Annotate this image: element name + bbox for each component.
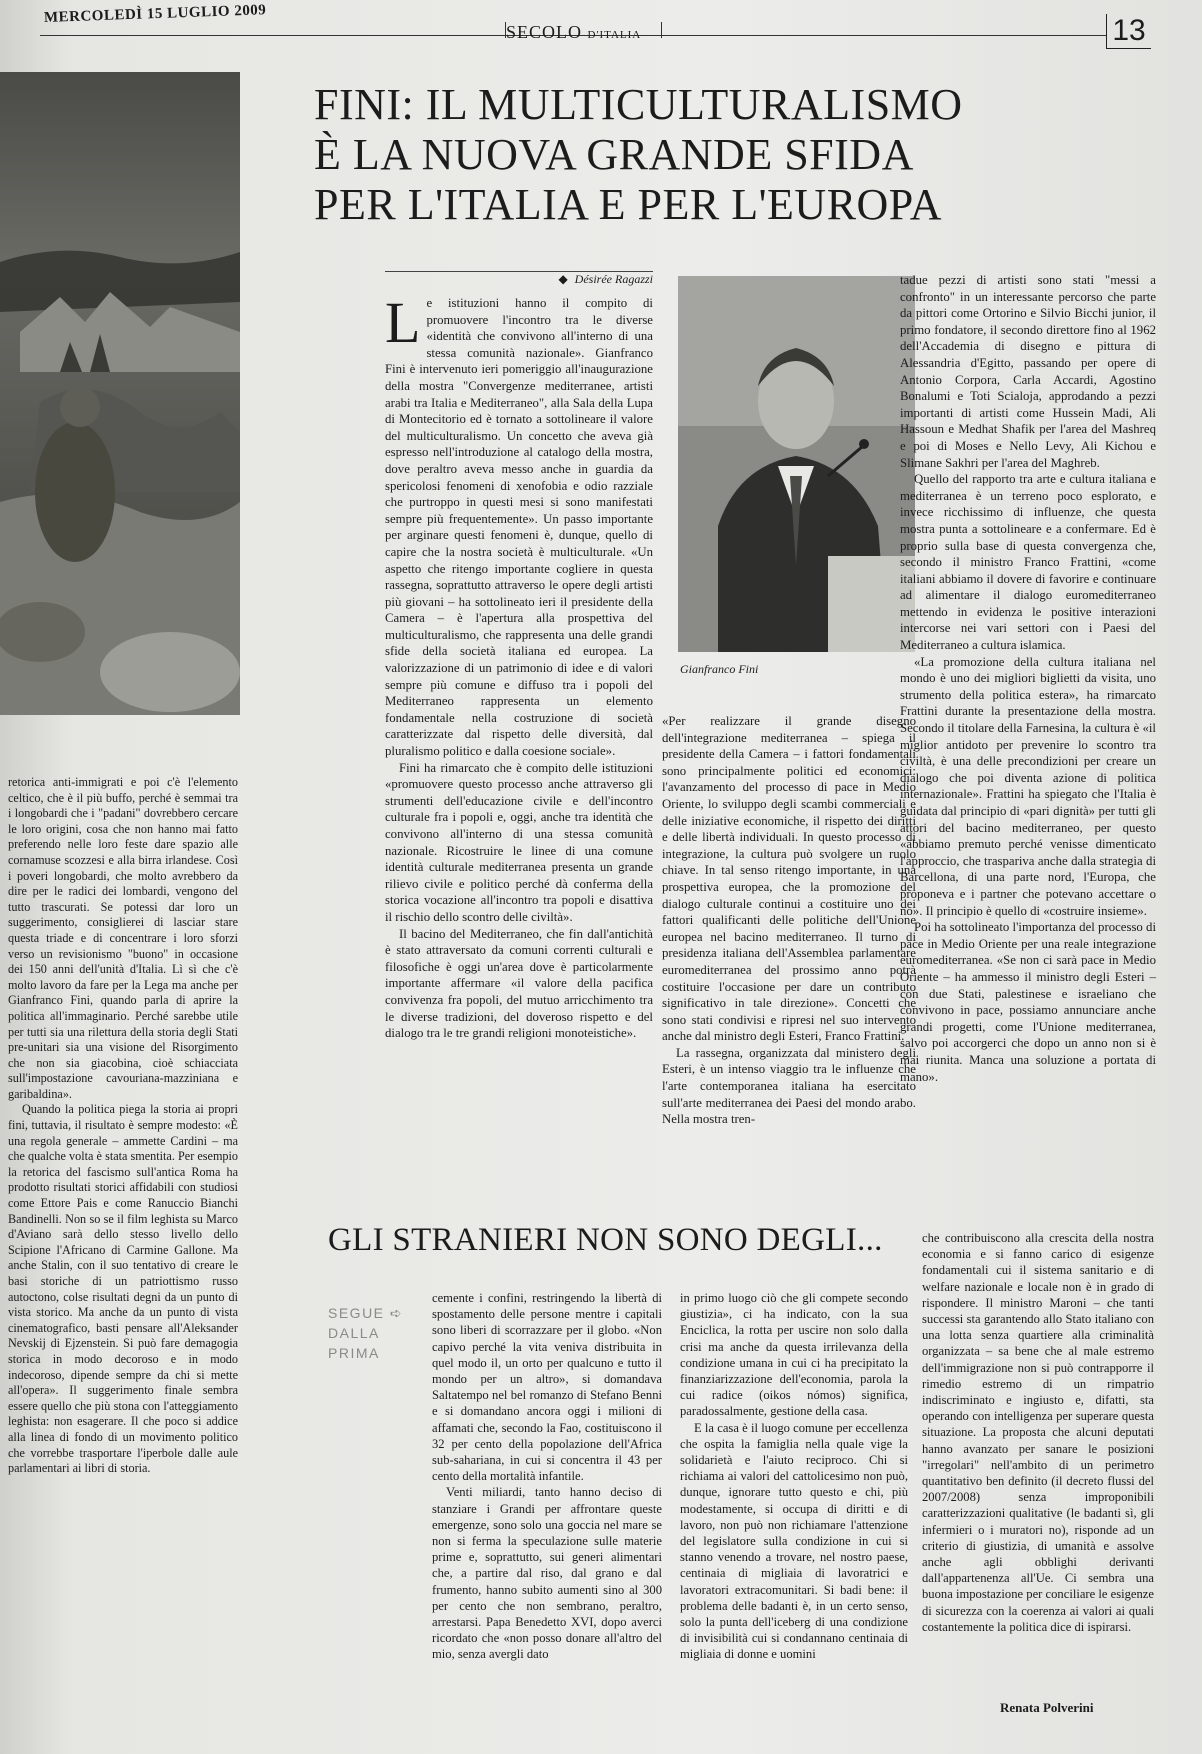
paragraph: cemente i confini, restringendo la libertà di spostamento delle persone mentre i capitali sono liberi di scorrazzare per il globo. «Non capivo perché la vita veniva distribuita in quel modo il, un orto per qualcuno e tutto il mondo per un altro», si domandava Saltatempo nel bel romanzo di Stefano Benni e si domandano ancora oggi i milioni di affamati che, secondo la Fao, costituiscono il 32 per cento della popolazione dell'Africa sub-sahariana, in cui si concentra il 43 per cento della mortalità infantile.: [432, 1291, 662, 1484]
segue-line: SEGUE ➪: [328, 1305, 404, 1321]
article-column-1: [385, 290, 653, 1042]
paragraph: che contribuiscono alla crescita della nostra economia e si fanno carico di esigenze fondamentali cui il sistema sanitario e di welfare nazionale e locale non è in grado di rispondere. Il ministro Maroni – che tanti successi sta garantendo allo Stato italiano con una lotta senza quartiere alla criminalità organizzata – sa bene che al male estremo dell'immigrazione non si può contrapporre il rimedio estremo di un rimpatrio indiscriminato e ingiusto e, difatti, sta operando con intelligenza per superare questa situazione. La proposta che alcuni deputati hanno avanzato per sanare le posizioni "irregolari" nell'ambito di un perimetro quantitativo ben definito (il decreto flussi del 2007/2008) senza improponibili caratterizzazioni qualitative (le badanti sì, gli infermieri o i muratori no), risponde ad un criterio di giustizia, di umanità e assolve anche agli obblighi derivanti dall'appartenenza all'Ue. Ci sembra una buona impostazione per conciliare le esigenze di sicurezza con la coerenza ai valori ai quali costantemente la politica dice di ispirarsi.: [922, 1231, 1154, 1634]
arrow-right-icon: ➪: [389, 1305, 404, 1321]
paragraph: Quando la politica piega la storia ai propri fini, tuttavia, il risultato è sempre modesto: «È una regola generale – ammette Cardini – ma che qualche volta è stata smentita. Per esempio la retorica del fascismo sull'antica Roma ha prodotto risultati storici affidabili con studiosi come Ettore Pais e come Ranuccio Bianchi Bandinelli. Non so se il film leghista su Marco d'Aviano sarà dello stesso livello dello Scipione l'Africano di Carmine Gallone. Ma anche Stalin, con il suo tentativo di creare le basi storiche di un patriottismo russo autoctono, colse risultati degni da un punto di vista storico. Ma anche da un punto di vista cinematografico, basti pensare all'Aleksander Nevskij di Ejzenstein. Si può fare demagogia storica in modo decoroso e in modo indecoroso, dipende sempre da chi si mette all'opera». Il suggerimento finale sembra essere quello che più stona con l'atteggiamento leghista: non esagerare. Il che poco si addice alla linea di fondo di un movimento politico che vorrebbe trasportare l'iperbole dalle aule parlamentari ai libri di storia.: [8, 1102, 238, 1476]
segue-dalla-prima: [328, 1303, 422, 1363]
photo-gianfranco-fini: [678, 276, 915, 652]
speaker-photo-illustration: [678, 276, 915, 652]
headline-line: È LA NUOVA GRANDE SFIDA: [314, 130, 914, 179]
paragraph: «La promozione della cultura italiana nel mondo è uno dei migliori biglietti da visita, uno strumento della politica estera», ha rimarcato Frattini durante la presentazione della mostra. Secondo il titolare della Farnesina, la cultura è «il miglior antidoto per prevenire lo scontro tra civiltà, è una delle precondizioni per creare un dialogo che poi diventa azione di politica internazionale». Frattini ha spiegato che l'Italia è guidata dal principio di «pari dignità» per tutti gli attori del bacino mediterraneo, per questo «abbiamo premuto perché venisse dimenticato l'approccio, che traspariva anche dalla strategia di Barcellona, di una parte nord, l'Europa, che proponeva e i partner che potevano accettare o no». Il principio è quello di «costruire insieme».: [900, 654, 1156, 918]
second-article-author: Renata Polverini: [1000, 1700, 1094, 1715]
issue-date: MERCOLEDÌ 15 LUGLIO 2009: [43, 2, 267, 26]
artwork-illustration: [0, 72, 240, 715]
paragraph: La rassegna, organizzata dal ministero degli Esteri, è un intenso viaggio tra le influenze che l'arte contemporanea italiana ha esercitato sull'arte mediterranea dei Paesi del mondo arabo. Nella mostra tren-: [662, 1045, 916, 1127]
paragraph: Fini ha rimarcato che è compito delle istituzioni «promuovere questo processo anche attraverso gli strumenti dell'educazione civile e dell'incontro culturale fra i popoli e, oggi, anche tra identità che convivono all'interno di una stessa comunità nazionale. Ricostruire le linee di una comune identità culturale mediterranea presenta un grande rilievo civile e politico perché dà conferma della storica vocazione all'incontro tra popoli e disattiva il rischio dello scontro delle civiltà».: [385, 760, 653, 924]
paragraph: retorica anti-immigrati e poi c'è l'elemento celtico, che è il più buffo, perché è semmai tra i longobardi che i "padani" dovrebbero cercare le loro origini, cosa che non hanno mai fatto preferendo nelle loro feste dare spazio alle cornamuse scozzesi e alla birra irlandese. Così i poveri longobardi, che molto avrebbero da dire per le radici dei lombardi, vengono del tutto trascurati. Se potessi dar loro un suggerimento, consiglierei di lasciar stare questa triade e di concentrare i loro sforzi verso un revisionismo "buono" in occasione dei 150 anni dell'unità d'Italia. Lì sì che c'è molto lavoro da fare per la Lega ma anche per Gianfranco Fini, quando parla di aprire la politica all'immaginario. Perché sarebbe utile per tutti sia una rilettura della storia degli Stati pre-unitari sia una visione del Risorgimento che non sia giacobina, cioè schiacciata sull'impostazione cavouriana-mazziniana e garibaldina».: [8, 775, 238, 1101]
byline: ◆ Désirée Ragazzi: [385, 271, 653, 287]
second-article-column-1: [432, 1290, 662, 1663]
headline-line: PER L'ITALIA E PER L'EUROPA: [314, 180, 943, 229]
second-article-column-2: [680, 1290, 908, 1663]
paragraph: Il bacino del Mediterraneo, che fin dall'antichità è stato attraversato da comuni correnti culturali e filosofiche è oggi un'area dove è particolarmente importante affermare «il valore della pacifica convivenza fra popoli, del mutuo arricchimento tra le diverse tradizioni, del doveroso rispetto e del dialogo tra le tre grandi religioni monoteistiche».: [385, 926, 653, 1041]
paragraph: Quello del rapporto tra arte e cultura italiana e mediterranea è un terreno poco esplorato, e invece ricchissimo di influenze, che questa mostra punta a sottolineare e a confermare. Ed è proprio sulla base di questa convergenza che, secondo il ministro Franco Frattini, «come italiani abbiamo il dovere di favorire e continuare ad alimentare il dialogo euromediterraneo mettendo in evidenza le positive interazioni intercorse nei vari settori con i Paesi del Mediterraneo a cultura islamica.: [900, 472, 1156, 653]
drop-cap: L: [385, 290, 421, 355]
masthead-bracket-right: [661, 22, 662, 38]
segue-line: DALLA: [328, 1325, 380, 1341]
masthead-name: SECOLO: [506, 22, 583, 42]
headline-line: FINI: IL MULTICULTURALISMO: [314, 80, 963, 129]
second-article-headline: GLI STRANIERI NON SONO DEGLI...: [328, 1222, 883, 1258]
artwork-image: [0, 72, 240, 715]
article-column-2: [662, 713, 916, 1128]
byline-author: Désirée Ragazzi: [571, 272, 653, 286]
article-column-3: [900, 272, 1156, 1085]
paragraph: «Per realizzare il grande disegno dell'integrazione mediterranea – spiega il presidente della Camera – i fattori fondamentali sono principalmente politici ed economici: l'avanzamento del processo di pace in Medio Oriente, lo sviluppo degli scambi commerciali e delle iniziative economiche, il rispetto dei diritti e delle libertà individuali. In questo processo di integrazione, la cultura può svolgere un ruolo chiave. In tal senso ritengo importante, in una prospettiva europea, che la promozione del dialogo culturale continui a costituire uno dei fattori qualificanti delle politiche dell'Unione europea nel bacino mediterraneo. Il turno di presidenza italiana dell'Assemblea parlamentare euromediterranea del prossimo anno potrà costituire l'occasione per dare un contributo significativo in tale direzione». Concetti che sono stati condivisi e ripresi nel suo intervento anche dal ministro degli Esteri, Franco Frattini.: [662, 714, 916, 1044]
page-number: 13: [1106, 14, 1151, 49]
segue-line: PRIMA: [328, 1345, 380, 1361]
paragraph: [385, 290, 653, 760]
second-article-column-3: [922, 1230, 1154, 1635]
paragraph: E la casa è il luogo comune per eccellenza che ospita la famiglia nella quale vige la solidarietà e l'aiuto reciproco. Chi si richiama ai valori del cattolicesimo non può, dunque, ignorare tutto questo e chi, più modestamente, si occupa di diritti e di lavoro, non può non richiamare l'attenzione del legislatore sulla condizione in cui si stanno venendo a trovare, nel nostro paese, centinaia di migliaia di lavoratrici e lavoratori extracomunitari. Si badi bene: il problema delle badanti è, in un certo senso, solo la punta dell'iceberg di una condizione di invisibilità cui si condannano centinaia di migliaia di donne e uomini: [680, 1420, 908, 1662]
photo-caption: Gianfranco Fini: [680, 662, 759, 676]
article-headline: [314, 80, 1174, 230]
masthead: [506, 22, 641, 43]
paragraph: Venti miliardi, tanto hanno deciso di stanziare i Grandi per affrontare queste emergenze, sono solo una goccia nel mare se non si ferma la speculazione sulle materie prime e, soprattutto, sui generi alimentari che, a partire dal riso, dal grano e dal frumento, hanno subito aumenti sino al 300 per cento che non sembrano, peraltro, arrestarsi. Papa Benedetto XVI, dopo averci ricordato che «non posso donare all'altro del mio, senza avergli dato: [432, 1485, 662, 1662]
paragraph-text: e istituzioni hanno il compito di promuovere l'incontro tra le diverse «identità che convivono all'interno di una stessa comunità nazionale». Gianfranco Fini è intervenuto ieri pomeriggio all'inaugurazione della mostra "Convergenze mediterranee, artisti arabi tra Italia e Mediterraneo", alla Sala della Lupa di Montecitorio ed è tornato a sottolineare il valore del multiculturalismo. Un concetto che aveva già espresso nell'introduzione al catalogo della mostra, dove peraltro aveva messo anche in guardia da spericolosi fenomeni di xenofobia e odio razziale che purtroppo in questi mesi si sono manifestati sempre più frequentemente». Un passo importante per arginare questi fenomeni è, dunque, quello di capire che la nostra società è multiculturale. «Un aspetto che ritengo importante cogliere in questa rassegna, soprattutto attraverso le opere degli artisti più giovani – ha sottolineato ieri il presidente della Camera – è l'apertura alla prospettiva del multiculturalismo, che rappresenta una delle grandi sfide della società italiana ed europea. La valorizzazione di un patrimonio di idee e di valori sempre più comune e diffuso tra i popoli del Mediterraneo rappresenta un elemento fondamentale nella costruzione di società caratterizzate dal rispetto delle diversità, dal pluralismo politico e dalla coesione sociale».: [385, 296, 653, 759]
paragraph: Poi ha sottolineato l'importanza del processo di pace in Medio Oriente per una reale integrazione euromediterranea. «Se non ci sarà pace in Medio Oriente – ha ammesso il ministro degli Esteri – con due Stati, palestinese e israeliano che convivono in pace, possiamo annunciare anche grandi progetti, come l'Unione mediterranea, salvo poi accorgerci che dopo un anno non si è mai riunita. Manca una soluzione a portata di mano».: [900, 920, 1156, 1084]
continuation-column: [8, 775, 238, 1477]
masthead-suffix: D'ITALIA: [587, 29, 642, 41]
paragraph: tadue pezzi di artisti sono stati "messi a confronto" in un interessante percorso che parte da pittori come Ortorino e Silvio Bicchi junior, il primo fondatore, il secondo direttore fino al 1962 dell'Accademia di disegno e pittura di Alessandria d'Egitto, passando per opere di Antonio Corpora, Carla Accardi, Agostino Bonalumi e Toti Scialoja, approdando a pezzi importanti di artisti come Hussein Madi, Ali Hassoun e Medhat Shafik per l'area del Mashreq e poi di Moses e Nello Levy, Ali Kichou e Slimane Sakhri per l'area del Maghreb.: [900, 273, 1156, 470]
paragraph: in primo luogo ciò che gli compete secondo giustizia», ci ha indicato, con la sua Enciclica, la rotta per uscire non solo dalla crisi ma anche da questa irrilevanza della condizione umana in cui ci ha precipitato la finanziarizzazione dell'economia, parola la cui radice (oikos nómos) significa, paradossalmente, gestione della casa.: [680, 1291, 908, 1419]
